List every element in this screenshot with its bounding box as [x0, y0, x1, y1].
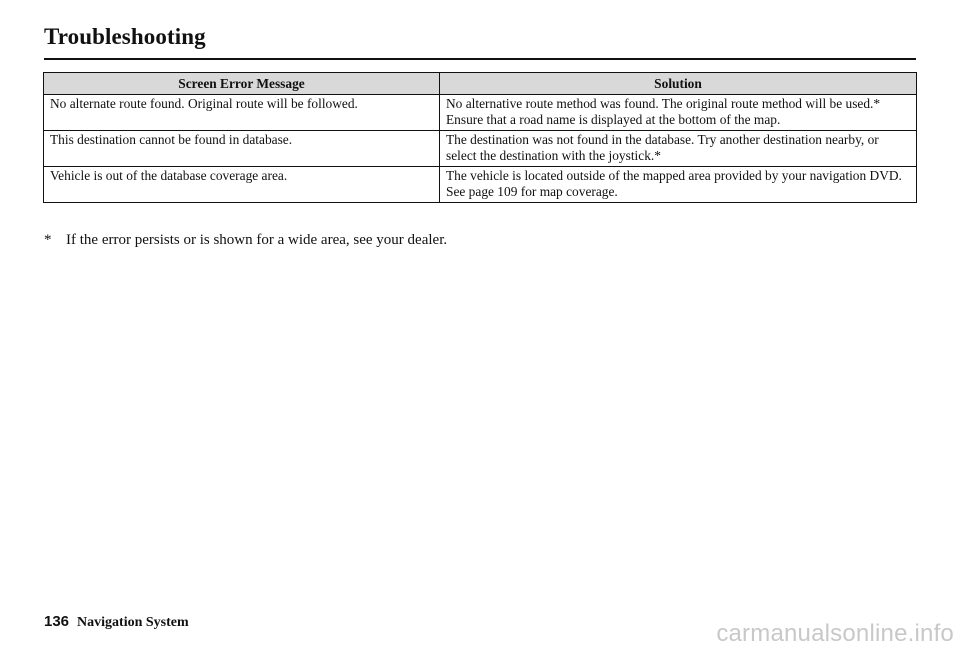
title-rule: [44, 58, 916, 60]
table-row: [44, 167, 917, 203]
page-title: Troubleshooting: [44, 24, 206, 49]
solution-text: Ensure that a road name is displayed at the bottom of the map.: [446, 111, 781, 127]
footnote: [44, 232, 447, 249]
solution-text: The vehicle is located outside of the mapped area provided by your navigation DVD. See page 109 for map coverage.: [446, 168, 902, 199]
page-number: 136: [44, 613, 70, 630]
error-message-cell: This destination cannot be found in database.: [44, 131, 440, 167]
table-row: [44, 131, 917, 167]
footer-label: Navigation System: [77, 615, 189, 630]
error-table: [43, 72, 917, 203]
solution-cell: [440, 167, 917, 203]
footnote-mark: *: [44, 232, 52, 248]
solution-text: The destination was not found in the database. Try another destination nearby, or select the destination with the joystick.*: [446, 132, 879, 163]
header-solution: Solution: [440, 73, 917, 95]
page-footer: [44, 613, 189, 631]
error-message-cell: Vehicle is out of the database coverage area.: [44, 167, 440, 203]
solution-cell: [440, 131, 917, 167]
solution-text: No alternative route method was found. The original route method will be used.*: [446, 96, 881, 111]
header-screen-error-message: Screen Error Message: [44, 73, 440, 95]
footnote-text: If the error persists or is shown for a wide area, see your dealer.: [66, 232, 448, 248]
table-row: [44, 95, 917, 131]
error-message-cell: No alternate route found. Original route will be followed.: [44, 95, 440, 131]
solution-cell: [440, 95, 917, 131]
table-header-row: [44, 73, 917, 95]
watermark: carmanualsonline.info: [716, 620, 954, 647]
